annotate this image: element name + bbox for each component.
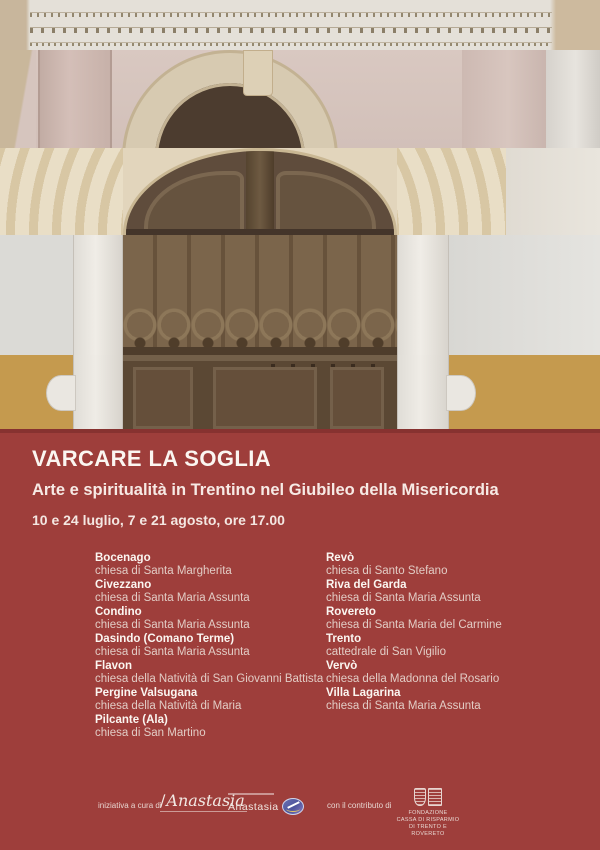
event-item xyxy=(326,579,576,605)
door-carvings xyxy=(123,295,397,347)
pilaster-left xyxy=(73,235,123,355)
door-bottom-panel xyxy=(330,367,384,429)
carved-stone-arch xyxy=(125,53,335,148)
foundation-crests xyxy=(392,788,464,810)
entablature-strip xyxy=(0,0,600,50)
scroll-ornament-left xyxy=(46,375,76,411)
door-panel-right xyxy=(276,171,376,235)
foundation-crest-icon xyxy=(428,788,442,806)
anastasia-sans-logo xyxy=(228,793,304,816)
event-place: Pergine Valsugana xyxy=(95,687,198,699)
event-place: Bocenago xyxy=(95,552,151,564)
door-bottom-panel xyxy=(213,367,317,429)
event-church: chiesa di Santo Stefano xyxy=(326,565,448,577)
marble-column-left xyxy=(38,50,112,148)
event-place: Condino xyxy=(95,606,142,618)
keystone xyxy=(243,50,273,96)
event-church: chiesa di Santa Maria Assunta xyxy=(95,619,250,631)
door-mid-strip xyxy=(0,235,600,355)
event-item xyxy=(95,579,330,605)
event-item xyxy=(326,687,576,713)
event-place: Vervò xyxy=(326,660,358,672)
event-item xyxy=(326,606,576,632)
event-item xyxy=(95,552,330,578)
foundation-name-line: FONDAZIONE xyxy=(408,810,448,816)
contribution-label: con il contributo di xyxy=(327,801,392,810)
info-section xyxy=(0,433,600,850)
event-item xyxy=(326,633,576,659)
dentil-cornice xyxy=(30,12,552,17)
event-place: Pilcante (Ala) xyxy=(95,714,168,726)
event-church: chiesa della Natività di Maria xyxy=(95,700,242,712)
pilaster-right-base xyxy=(397,355,449,429)
door-mid-section xyxy=(123,235,397,355)
event-church: chiesa di Santa Margherita xyxy=(95,565,232,577)
logo-tagline-line xyxy=(228,793,274,795)
events-column-left xyxy=(95,552,330,741)
event-church: chiesa di San Martino xyxy=(95,727,206,739)
event-place: Revò xyxy=(326,552,355,564)
event-item xyxy=(326,660,576,686)
poster-title: VARCARE LA SOGLIA xyxy=(32,446,272,471)
event-item xyxy=(95,660,330,686)
curated-by-label: iniziativa a cura di xyxy=(98,801,162,810)
foundation-name-line: DI TRENTO E ROVERETO xyxy=(409,824,447,837)
wall-left xyxy=(0,235,73,355)
event-item xyxy=(95,714,330,740)
pilaster-left-base xyxy=(73,355,123,429)
event-item xyxy=(95,687,330,713)
event-church: chiesa di Santa Maria Assunta xyxy=(95,592,250,604)
wall-right xyxy=(449,235,600,355)
event-church: chiesa di Santa Maria Assunta xyxy=(326,592,481,604)
door-panel-left xyxy=(144,171,244,235)
gothic-archivolt-strip xyxy=(0,148,600,235)
anastasia-script-logo: ∕ Anastasia xyxy=(160,791,247,812)
gothic-archivolt-right xyxy=(397,148,506,235)
door-bottom-section xyxy=(123,355,397,429)
event-church: chiesa della Natività di San Giovanni Battista xyxy=(95,673,324,685)
marble-column-far-right xyxy=(546,50,600,148)
pilaster-right xyxy=(397,235,449,355)
event-church: chiesa di Santa Maria Assunta xyxy=(326,700,481,712)
door-bottom-panel xyxy=(133,367,193,429)
marble-column-right xyxy=(462,50,546,148)
event-place: Riva del Garda xyxy=(326,579,407,591)
event-church: chiesa di Santa Maria del Carmine xyxy=(326,619,502,631)
event-dates: 10 e 24 luglio, 7 e 21 agosto, ore 17.00 xyxy=(32,512,285,528)
foundation-name-line: CASSA DI RISPARMIO xyxy=(396,817,460,823)
poster-subtitle: Arte e spiritualità in Trentino nel Giubileo della Misericordia xyxy=(32,481,499,499)
gothic-archivolt-left xyxy=(0,148,123,235)
wall-right xyxy=(506,148,600,235)
event-church: cattedrale di San Vigilio xyxy=(326,646,446,658)
foundation-crest-icon xyxy=(414,788,426,806)
events-column-right xyxy=(326,552,576,714)
event-item xyxy=(326,552,576,578)
event-place: Civezzano xyxy=(95,579,152,591)
scroll-ornament-right xyxy=(446,375,476,411)
event-church: chiesa di Santa Maria Assunta xyxy=(95,646,250,658)
stone-corner xyxy=(0,50,36,148)
marble-arch-strip xyxy=(0,50,600,148)
event-item xyxy=(95,606,330,632)
event-church: chiesa della Madonna del Rosario xyxy=(326,673,500,685)
dentil-cornice xyxy=(30,27,552,33)
door-bottom-strip xyxy=(0,355,600,429)
door-center-stile xyxy=(246,151,274,235)
anastasia-wordmark: Anastasia xyxy=(228,800,279,813)
event-place: Dasindo (Comano Terme) xyxy=(95,633,235,645)
event-item xyxy=(95,633,330,659)
event-place: Rovereto xyxy=(326,606,376,618)
door-arch-top xyxy=(123,148,397,235)
anastasia-oval-icon xyxy=(282,798,304,815)
event-place: Flavon xyxy=(95,660,133,672)
dentil-cornice xyxy=(30,42,552,46)
event-place: Villa Lagarina xyxy=(326,687,401,699)
door-rail xyxy=(123,347,397,355)
foundation-logo xyxy=(392,788,464,838)
stone-arch-zone xyxy=(112,50,462,148)
event-place: Trento xyxy=(326,633,362,645)
